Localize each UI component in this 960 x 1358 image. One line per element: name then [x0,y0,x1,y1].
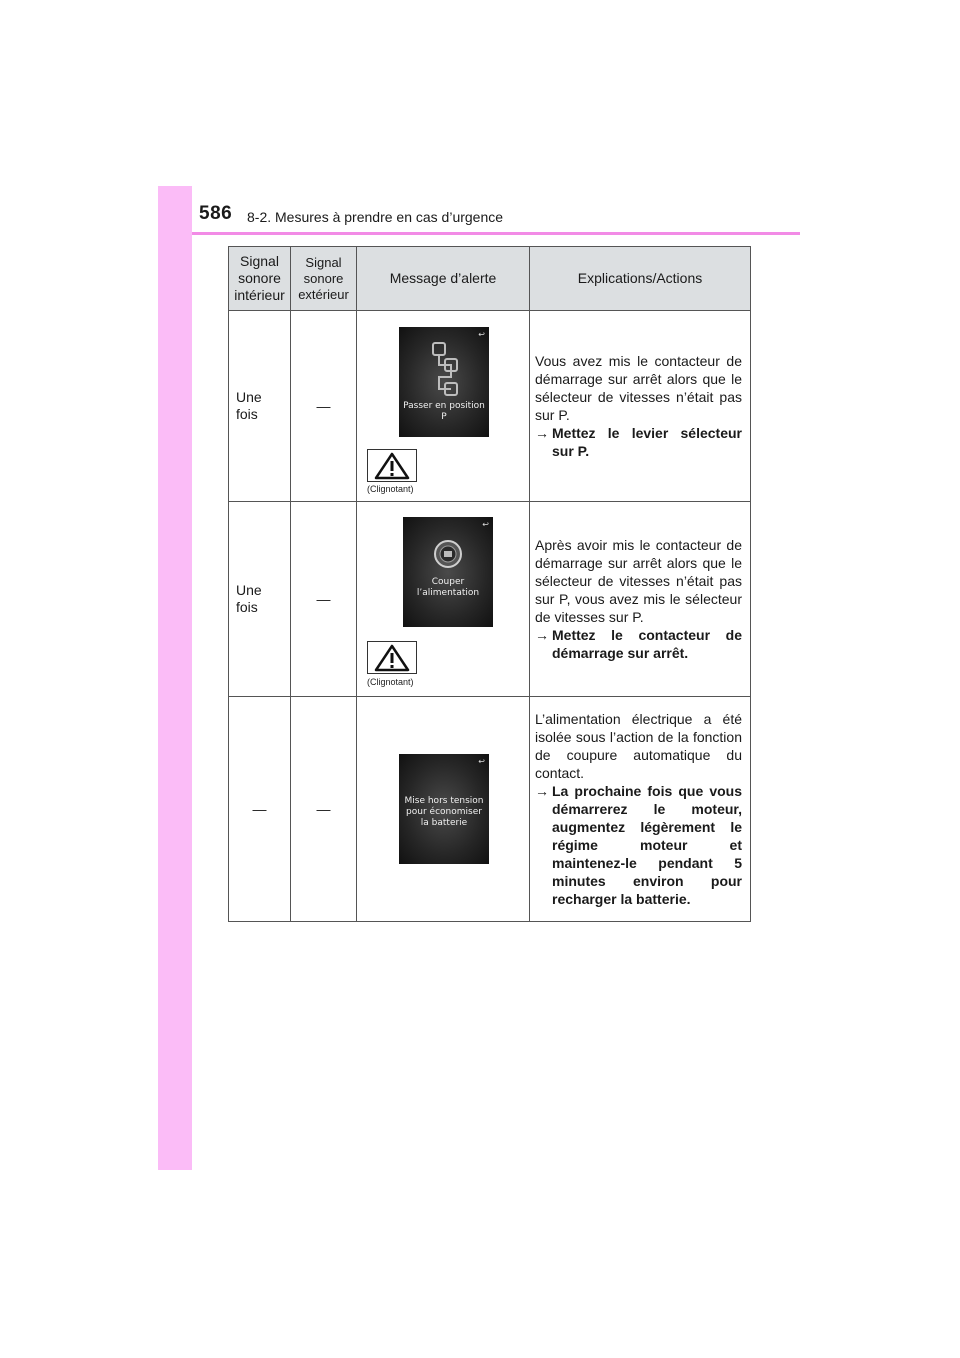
header-explanations: Explications/Actions [530,247,751,311]
action-text: Mettez le contacteur de démarrage sur arrêt. [552,627,742,661]
header-warning-message: Message d’alerte [357,247,530,311]
warning-triangle-icon [374,644,410,672]
shift-gate-icon [425,339,465,397]
warning-light-box [367,641,417,674]
action-text: La prochaine fois que vous démarrerez le moteur, augmentez légèrement le régime moteur et maintenez-le pendant 5 minutes environ pour recharger la batterie. [552,783,742,907]
exterior-buzzer-cell: — [291,311,357,502]
explanation-cell [530,311,751,502]
explanation-cell [530,502,751,697]
table-row [229,502,751,697]
explanation-text: L’alimentation électrique a été isolée sous l’action de la fonction de coupure automatique du contact. [535,711,742,781]
blink-caption: (Clignotant) [367,677,414,687]
return-arrow-icon: ↩ [482,520,489,529]
explanation-text: Vous avez mis le contacteur de démarrage sur arrêt alors que le sélecteur de vitesses n’était pas sur P. [535,353,742,423]
interior-buzzer-cell: Une fois [229,502,291,697]
explanation-text: Après avoir mis le contacteur de démarrage sur arrêt alors que le sélecteur de vitesses n’était pas sur P, vous avez mis le sélecteur de vitesses sur P. [535,537,742,625]
interior-buzzer-cell: — [229,697,291,922]
display-screen [399,327,489,437]
screen-message-line: la batterie [420,818,468,828]
screen-message-line: pour économiser [406,807,482,817]
return-arrow-icon: ↩ [478,757,485,766]
screen-message-line: l’alimentation [416,588,480,598]
power-button-icon [433,539,463,569]
action-item [535,782,742,908]
action-text: Mettez le levier sélecteur sur P. [552,425,742,459]
blink-caption: (Clignotant) [367,484,414,494]
page-number: 586 [199,203,233,224]
explanation-cell [530,697,751,922]
alert-table [228,246,751,922]
screen-message-line: Couper [431,577,465,587]
arrow-icon: → [535,425,549,441]
table-row [229,697,751,922]
table-row [229,311,751,502]
arrow-icon: → [535,627,549,643]
action-item [535,626,742,662]
action-item [535,424,742,460]
warning-message-cell [357,311,530,502]
header-interior-buzzer: Signal sonore intérieur [229,247,291,311]
return-arrow-icon: ↩ [478,330,485,339]
display-screen [403,517,493,627]
exterior-buzzer-cell: — [291,697,357,922]
warning-message-cell [357,697,530,922]
warning-light-box [367,449,417,482]
display-screen [399,754,489,864]
exterior-buzzer-cell: — [291,502,357,697]
interior-buzzer-cell: Une fois [229,311,291,502]
section-title: 8-2. Mesures à prendre en cas d’urgence [247,209,504,225]
chapter-tab-band [158,186,192,1170]
warning-triangle-icon [374,452,410,480]
screen-message: Passer en position P [403,401,485,422]
table-header-row [229,247,751,311]
warning-message-cell [357,502,530,697]
arrow-icon: → [535,783,549,799]
screen-message-line: Mise hors tension [404,796,484,806]
header-rule [192,232,800,235]
header-exterior-buzzer: Signal sonore extérieur [291,247,357,311]
